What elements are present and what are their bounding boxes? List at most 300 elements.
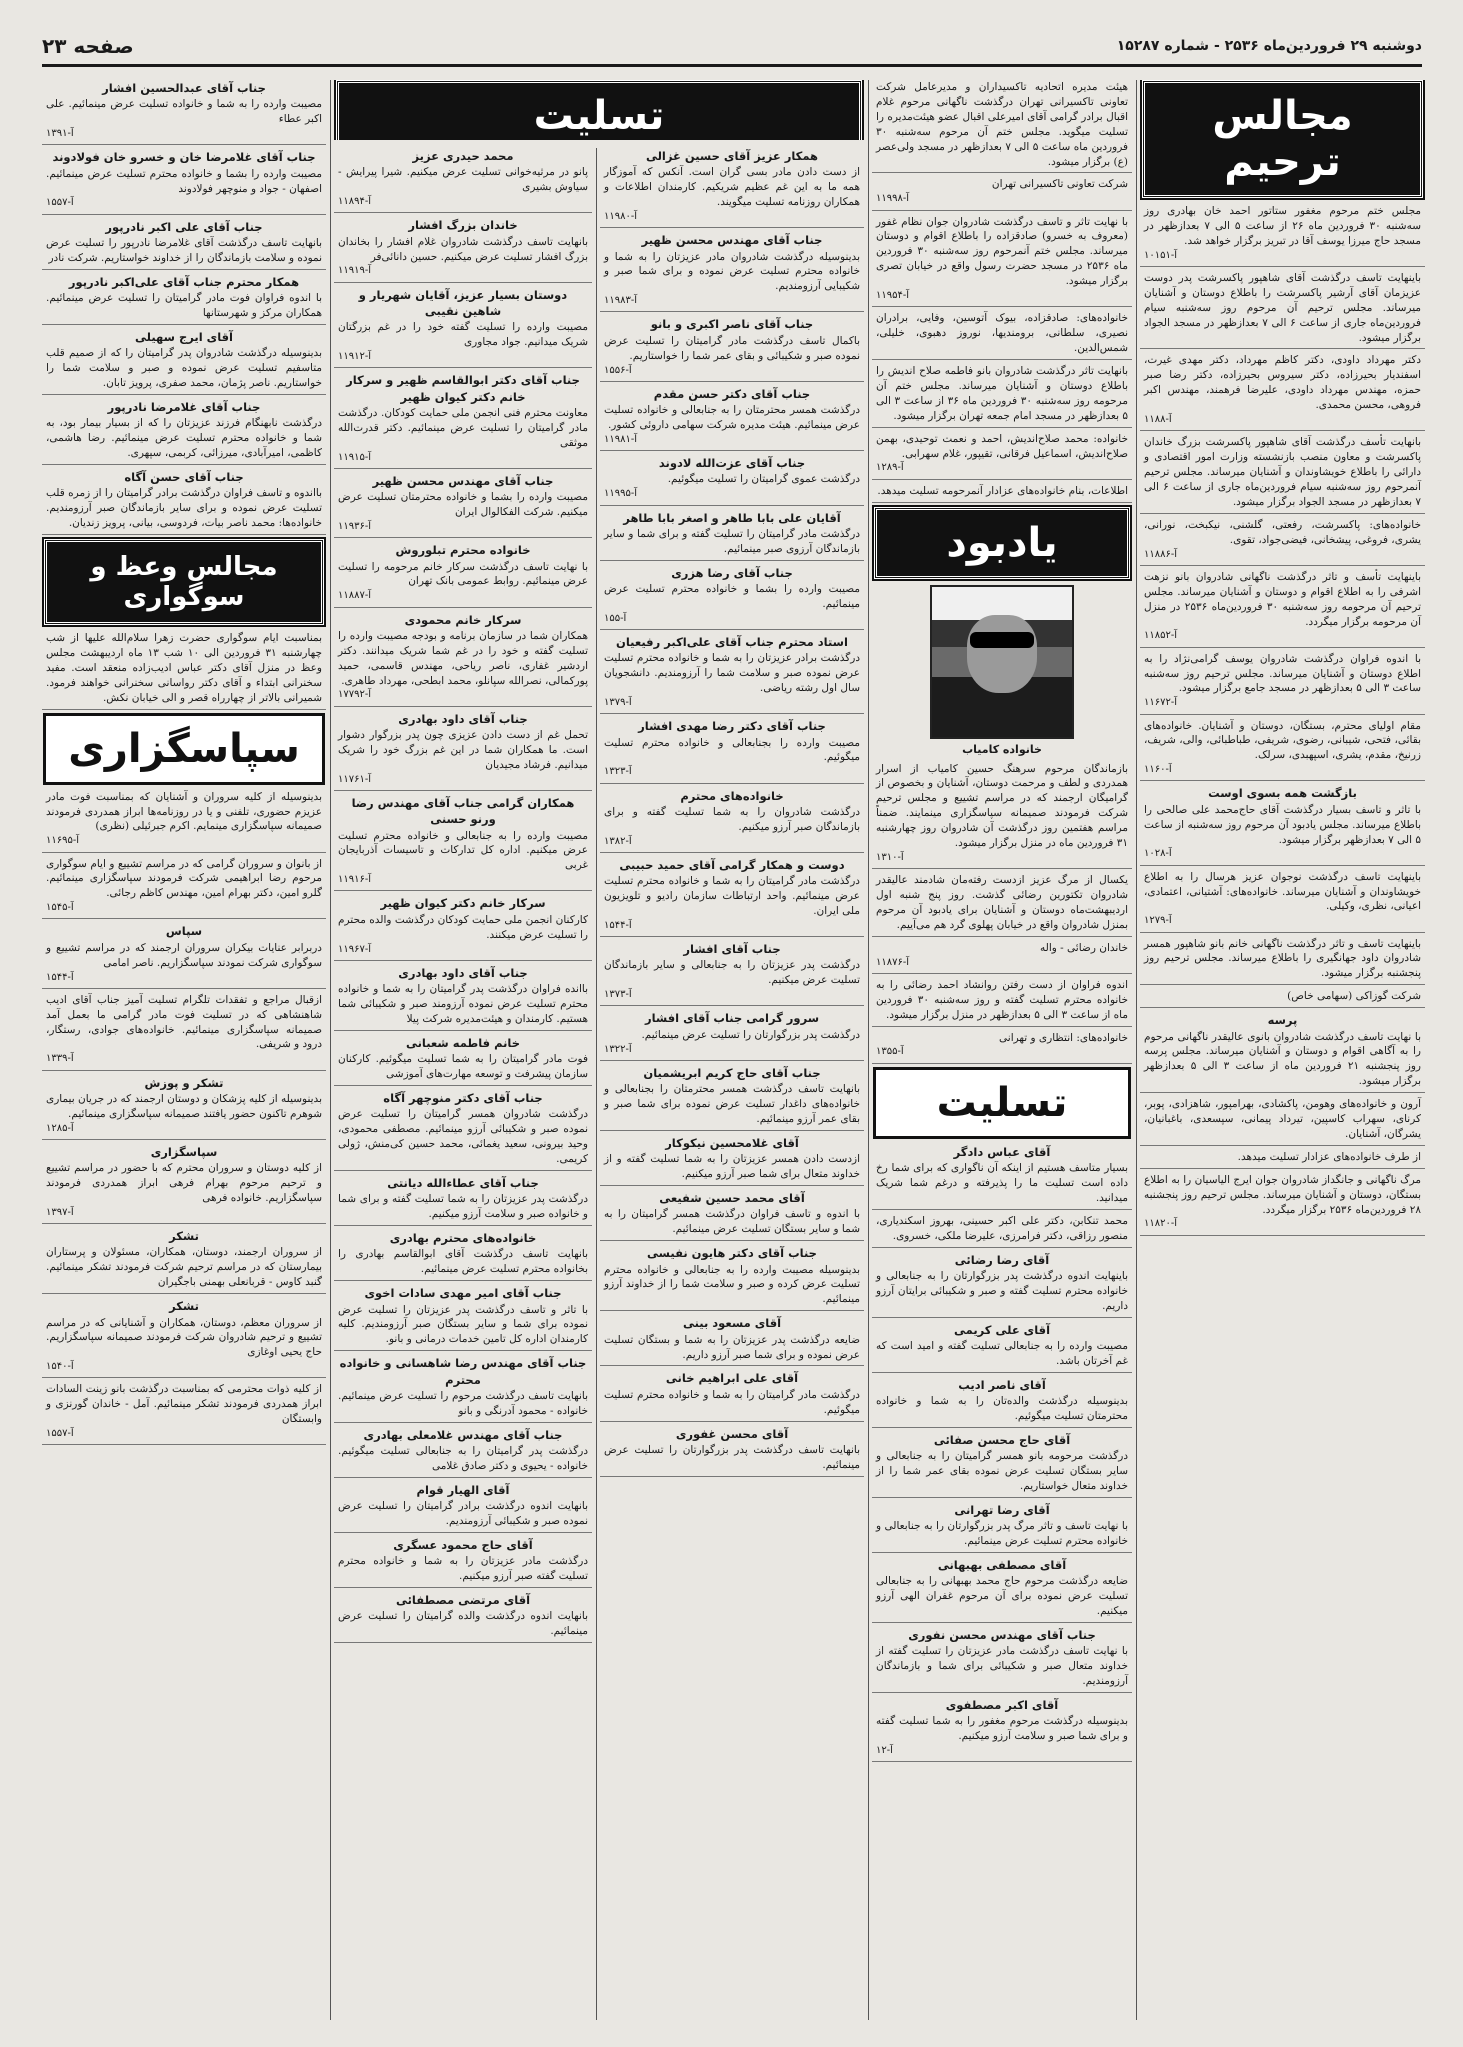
notice-code: آ-۱۱۸۵۲ <box>1144 630 1178 642</box>
notice-body: مجلس ختم مرحوم مغفور ستاتور احمد خان بهادری روز سه‌شنبه ۳۰ فروردین ماه ۲۶ از ساعت ۵ الی ۷ بعدازظهر در مسجد حاج میرزا یوسف آقا در تبریز برگزار خواهد شد. <box>1144 205 1422 247</box>
notice-body: بانهایت تاسف درگذشت همسر محترمتان را بجنابعالی و خانواده‌های داغدار تسلیت عرض نموده برای شما صبر و بقای عمر آرزو مینمائیم. <box>604 1083 860 1126</box>
notice-title: سرکار خانم دکتر کیوان ظهیر <box>380 896 546 911</box>
notice <box>334 895 592 960</box>
notice-body: مصیبت وارده را بشما و خانواده محترمتان تسلیت عرض میکنیم. شرکت الفکالوال ایران <box>338 491 588 519</box>
notice <box>334 473 592 538</box>
notice-code: آ-۱۱۸۹۴ <box>338 196 372 208</box>
notice-code: آ-۱۳۲۲ <box>604 1043 632 1055</box>
notice-body: اندوه فراوان از دست رفتن روانشاد احمد رضائی را به خانواده محترم تسلیت گفته و روز سه‌شنبه ۳۰ فروردین ماه از ساعت ۳ الی ۵ بعدازظهر در منزل برگزار میشود. <box>876 978 1128 1021</box>
banner-tasliat-top: تسلیت <box>336 80 862 140</box>
notice <box>1140 204 1425 267</box>
notice-body: از کلیه ذوات محترمی که بمناسبت درگذشت بانو زینت السادات ابراز همدردی فرمودند تشکر مینمائیم. آمل - خاندان گورنزی و وابستگان <box>46 1383 322 1426</box>
notice-body: مصیبت وارده را بشما و خانواده محترم تسلیت عرض مینمائیم. اصفهان - جواد و منوچهر فولادوند <box>46 167 322 195</box>
notice-title: آقای عباس دادگر <box>953 1144 1051 1159</box>
notice-code: آ-۱۵۵۷ <box>46 197 74 209</box>
notice-code: آ-۱۱۹۱۹ <box>338 265 372 277</box>
notice-title: خانم فاطمه شعبانی <box>405 1035 521 1050</box>
notice-body: از سروران ارجمند، دوستان، همکاران، مسئولان و پرستاران بیمارستان که در مراسم ترحیم شرکت فرمودند تشکر مینمائیم. گنبد کاوس - قربانعلی بهمنی باجگیران <box>46 1246 322 1289</box>
notice-body: بانهایت اندوه درگذشت والده گرامیتان را تسلیت عرض مینمائیم. <box>338 1610 588 1638</box>
notice-title: آقای اکبر مصطفوی <box>945 1698 1059 1713</box>
notice-body: بدینوسیله از کلیه سروران و آشنایان که بمناسبت فوت مادر عزیزم حضوری، تلفنی و یا در روزنامه‌ها ابراز همدردی فرمودند صمیمانه سپاسگزاری مینمایم. اکرم جبرئیلی (نظری) <box>46 790 322 833</box>
notice-title: آقای علی ابراهیم خانی <box>665 1371 799 1386</box>
notice-body: درگذشت مادر گرامیتان را به شما و خانواده محترم تسلیت عرض مینمائیم. واحد ارتباطات سازمان رادیو و تلویزیون ملی ایران. <box>604 875 860 918</box>
notice <box>872 978 1132 1027</box>
notice <box>1140 1097 1425 1146</box>
notice-code: آ-۱۱۹۹۵ <box>604 488 638 500</box>
notice-body: درگذشت عموی گرامیتان را تسلیت میگوئیم. <box>667 473 860 486</box>
notice <box>600 386 864 451</box>
notice-title: استاد محترم جناب آقای علی‌اکبر رفیعیان <box>616 635 848 650</box>
column-1 <box>1140 80 1425 2020</box>
notice-body: بدینوسیله درگذشت شادروان پدر گرامیتان را که از صمیم قلب متاسفیم تسلیت عرض نموده و صبر و سلامت شما را خواستاریم. ناصر پژمان، محمد صفری، پرویز تابان. <box>46 347 322 390</box>
notice-body: شرکت تعاونی تاکسیرانی تهران <box>991 178 1128 191</box>
notice-title: جناب آقای حسن آگاه <box>124 470 244 485</box>
notice-code: آ-۱۱۶۹۵ <box>46 835 80 847</box>
notice-code: آ-۱۵۴۵ <box>46 902 74 914</box>
notice-title: آقای مصطفی بهبهانی <box>937 1558 1067 1573</box>
notice-title: آقای محمد حسین شفیعی <box>659 1191 805 1206</box>
tasliat-top-banner-wrap <box>334 80 864 140</box>
notice <box>600 1245 864 1311</box>
notice-title: آقای رضا رضائی <box>954 1252 1050 1267</box>
notice-code: آ-۱۵۴۴ <box>46 971 74 983</box>
notice-body: یکسال از مرگ عزیز ازدست رفته‌مان شادمند عالیقدر شادروان تکتورین رضائی گذشت. روز پنج شنبه اول اردیبهشت‌ماه دوستان و آشنایان برای یادبود آن مرحوم بمنزل شادروان واقع در خیابان پهلوی گرد هم می‌آییم. <box>876 874 1128 931</box>
notice <box>872 1432 1132 1498</box>
column-divider <box>596 148 597 2020</box>
notice-title: پرسه <box>1267 1013 1298 1028</box>
notice <box>42 329 326 395</box>
notice <box>334 1090 592 1171</box>
notice-body: بانهایت تاسف درگذشت پدر بزرگوارتان را تسلیت عرض مینمائیم. <box>604 1443 860 1471</box>
notice-code: آ-۱۵۵۷ <box>46 1428 74 1440</box>
notice <box>42 1075 326 1140</box>
notice <box>872 1627 1132 1693</box>
notice-title: جناب آقای حاج کریم ابریشمیان <box>643 1065 821 1080</box>
notice <box>872 1144 1132 1210</box>
notice-body: درگذشت پدر گرامیتان را به جنابعالی تسلیت میگوئیم. خانواده - یحیوی و دکتر صادق غلامی <box>338 1445 588 1472</box>
notice-code: آ-۱۱۹۱۵ <box>338 451 372 463</box>
column-3 <box>600 148 864 2020</box>
notice <box>600 1010 864 1060</box>
notice-body: ضایعه درگذشت مرحوم حاج محمد بهبهانی را به جنابعالی تسلیت عرض نموده برای آن مرحوم غفران الهی آرزو میکنیم. <box>876 1575 1128 1618</box>
notice-body: درگذشت پدر عزیزتان را به شما تسلیت گفته و برای شما و خانواده صبر و سلامت آرزو میکنیم. <box>338 1193 588 1221</box>
notice <box>872 1214 1132 1248</box>
notice-title: سپاسگزاری <box>150 1144 218 1159</box>
notice <box>872 311 1132 360</box>
notice <box>600 1370 864 1421</box>
notice-body: همکاران شما در سازمان برنامه و بودجه مصیبت وارده را تسلیت گفته و خود را در غم شما شریک میدانند. دکتر اردشیر غفاری، ناصر ریاحی، مهندس قاسمی، حمید پورکمالی، نصرالله سپانلو، محمد ابطحی، مهرداد طاهری. <box>338 629 588 687</box>
notice <box>334 612 592 707</box>
notice-body: مصیبت وارده را به جنابعالی تسلیت گفته و امید است که غم آخرتان باشد. <box>876 1339 1128 1367</box>
banner-sepasgozari: سپاسگزاری <box>44 714 324 784</box>
notice-body: با تاثر و تاسف درگذشت پدر عزیزتان را تسلیت عرض نموده برای شما و سایر بستگان صبر آرزومندیم. کلیه کارمندان اداره کل تامین خدمات درمانی و بانو. <box>338 1303 588 1346</box>
notice-body: بدینوسیله درگذشت مرحوم مغفور را به شما تسلیت گفته و برای شما صبر و سلامت آرزو میکنیم. <box>876 1715 1128 1743</box>
notice-body: بسیار متاسف هستیم از اینکه آن ناگواری که برای شما رخ داده است تسلیت ما را پذیرفته و درغم شما شریک میدانید. <box>876 1161 1128 1204</box>
notice-title: آقای محسن غفوری <box>675 1426 789 1441</box>
notice-code: آ-۱۱۸۲۰ <box>1144 1218 1178 1230</box>
notice-title: دوستان بسیار عزیز، آقایان شهریار و شاهین نقیبی <box>358 287 568 318</box>
notice <box>1140 353 1425 431</box>
notice-body: بانهایت تاسف درگذشت شادروان غلام افشار را بخاندان بزرگ افشار تسلیت عرض میکنیم. حسین دانائی‌فر <box>338 235 588 263</box>
notice-body: با اندوه فراوان درگذشت شادروان یوسف گرامی‌نژاد را به اطلاع دوستان و آشنایان میرساند. مجلس ترحیم روز سه‌شنبه ساعت ۳ الی ۵ بعدازظهر در مسجد جامع برگزار میشود. <box>1144 652 1421 695</box>
notice-body: بدینوسیله مصیبت وارده را به جنابعالی و خانواده محترم تسلیت عرض کرده و صبر و سلامت شما را از خداوند آرزو مینمائیم. <box>604 1263 860 1306</box>
notice-body: پانو در مرثیه‌خوانی تسلیت عرض میکنیم. شیرا پیرایش - سیاوش بشیری <box>338 166 588 194</box>
notice <box>1140 937 1425 986</box>
notice-body: درگذشت شادروان همسر گرامیتان را تسلیت عرض نموده صبر و شکیبائی آرزو مینمائیم. مصطفی محمودی، وحید بیرونی، سعید یغمائی، محمد حسین کی‌منش، ژولی کریمی. <box>338 1108 588 1166</box>
notice-code: آ-۱۳۹۱ <box>46 128 74 140</box>
notice-title: جناب آقای داود بهادری <box>398 711 528 726</box>
notice-body: باانده فراوان درگذشت پدر گرامیتان را به شما و خانواده محترم تسلیت عرض نموده آرزومند صبر و شکیبائی شما هستیم. کارمندان و هیئت‌مدیره شرکت پیلا <box>338 983 588 1025</box>
notice-code: آ-۱۳۸۲ <box>604 835 632 847</box>
page-number: صفحه ۲۳ <box>42 34 134 58</box>
notice-code: آ-۱۷۷۹۲ <box>338 689 372 701</box>
notice <box>334 217 592 282</box>
notice-title: سرور گرامی جناب آقای افشار <box>644 1011 820 1026</box>
notice-title: آقای حاج محمود عسگری <box>393 1538 533 1553</box>
notice-title: جناب آقای مهندس غلامعلی بهادری <box>363 1427 563 1442</box>
notice-title: جناب آقای مهندس محسن ظهیر <box>372 473 554 488</box>
notice-body: باینهایت تأسف و تاثر درگذشت ناگهانی شادروان بانو نزهت اشرفی را به اطلاع اقوام و دوستان و آشنایان میرساند. مجلس ترحیم آن مرحومه روز سه‌شنبه ۳۰ فروردین‌ماه ۲۵۳۶ در منزل آن مرحومه برگزار میگردد. <box>1144 570 1422 628</box>
notice-body: دربرابر عنایات بیکران سروران ارجمند که در مراسم تشییع و سوگواری شرکت نمودند سپاسگزاریم. ناصر امامی <box>46 941 322 969</box>
notice-body: بانهایت تأسف درگذشت آقای شاهپور پاکسرشت بزرگ خاندان پاکسرشت و معاون منصب بازنشسته وزارت امور اقتصادی و دارائی را باطلاع خویشاوندان و آشنایان میرساند. مجلس ترحیم آنمرحوم روز سه‌شنبه سیام فروردین‌ماه جاری از ساعت ۶ الی ۷ بعدازظهر در مسجد الجواد برگزار میشود. <box>1144 436 1421 508</box>
notice <box>1140 435 1425 514</box>
notice <box>872 432 1132 480</box>
notice <box>334 1355 592 1422</box>
notice-title: سپاس <box>165 924 203 939</box>
notice <box>1140 1012 1425 1093</box>
notice-body: مصیبت وارده را تسلیت گفته خود را در غم بزرگتان شریک میدانیم. جواد مجاوری <box>338 321 588 349</box>
notice-title: آقایان علی بابا طاهر و اصغر بابا طاهر <box>623 510 841 525</box>
notice-body: ازقبال مراجع و تفقدات تلگرام تسلیت آمیز جناب آقای ادیب شاهنشاهی که در تسلیت فوت مادر گرامی ما بعمل آمد صمیمانه سپاسگزاری مینمائیم. خانواده‌های جوادی، رستگار، درود و شریفی. <box>46 993 322 1051</box>
notice-body: از بانوان و سروران گرامی که در مراسم تشییع و ایام سوگواری مرحوم رضا ابراهیمی شرکت فرمودند سپاسگزاری مینمائیم. گلرو امین، دکتر بهرام امین، مهندس کاظم رجائی. <box>46 857 322 900</box>
notice <box>600 316 864 381</box>
notice-body: با نهایت تاسف درگذشت مادر عزیزتان را تسلیت گفته از خداوند متعال صبر و شکیبائی برای شما و بازماندگان آرزومندیم. <box>876 1645 1128 1688</box>
banner-majales-tarhim: مجالس ترحیم <box>1142 80 1423 198</box>
notice <box>600 1190 864 1241</box>
notice <box>600 148 864 228</box>
notice-code: آ-۱۱۸۸۷ <box>338 590 372 602</box>
notice-title: آقای رضا تهرانی <box>954 1502 1050 1517</box>
notice-title: آقای علی کریمی <box>953 1322 1051 1337</box>
notice-title: جناب آقای عزت‌الله لادوند <box>658 456 806 471</box>
banner-vaz-sogvari: مجالس وعظ و سوگواری <box>44 539 324 625</box>
notice <box>872 215 1132 308</box>
notice-title: آقای حاج محسن صفائی <box>933 1432 1071 1447</box>
notice <box>1140 652 1425 715</box>
notice-code: آ-۱۳۹۷ <box>46 1206 74 1218</box>
notice-code: آ-۱۱۹۱۲ <box>338 351 372 363</box>
notice-body: باکمال تاسف درگذشت مادر گرامیتان را تسلیت عرض نموده صبر و شکیبائی و بقای عمر شما را خواستاریم. <box>604 334 860 362</box>
notice-code: آ-۱۱۸۸۶ <box>1144 548 1178 560</box>
notice <box>334 1175 592 1226</box>
notice <box>872 1031 1132 1064</box>
notice-body: مصیبت وارده را به شما و خانواده تسلیت عرض مینمائیم. علی اکبر عطاء <box>46 98 322 126</box>
notice-title: همکاران گرامی جناب آقای مهندس رضا ورنو حسنی <box>351 795 575 827</box>
notice-body: درگذشت شادروان را به شما تسلیت گفته و برای بازماندگان صبر آرزو میکنیم. <box>604 805 860 833</box>
notice <box>600 1315 864 1366</box>
notice-body: از سروران معظم، دوستان، همکاران و آشنایانی که در مراسم تشییع و ترحیم شادروان شرکت فرمودند صمیمانه سپاسگزاریم. حاج یحیی اوغازی <box>46 1316 322 1359</box>
notice-code: آ-۱۱۹۵۴ <box>876 290 910 302</box>
notice-title: جناب آقای مهندس محسن ظهیر <box>641 233 823 248</box>
notice-title: جناب آقای داود بهادری <box>398 965 528 980</box>
notice <box>1140 271 1425 350</box>
notice-code: آ-۱۱۸۷۶ <box>876 956 910 968</box>
notice-title: دوست و همکار گرامی آقای حمید حبیبی <box>619 857 845 872</box>
notice-title: آقای ناصر ادیب <box>958 1377 1046 1392</box>
portrait-face <box>967 615 1037 693</box>
notice-body: بمناسبت ایام سوگواری حضرت زهرا سلام‌الله علیها از شب چهارشنبه ۳۱ فروردین الی ۱۰ شب ۱۳ ماه اردیبهشت مجلس وعظ در منزل آقای دکتر عباس ادیب‌زاده منعقد است. مفید سخنرانی ابتداء و آقای دکتر رواسانی سخنرانی خواهند فرمود. شمیرانی بالاتر از چهارراه قصر و الی خیابان نکش. <box>46 632 322 704</box>
notice-body: فوت مادر گرامیتان را به شما تسلیت میگوئیم. کارکنان سازمان پیشرفت و توسعه مهارت‌های آموزشی <box>338 1053 588 1081</box>
notice-body: بانهایت تاسف درگذشت آقای غلامرضا نادرپور را تسلیت عرض نموده و سلامت بازماندگان را از خداوند خواستاریم. شرکت نادر <box>46 236 322 264</box>
notice-body: محمد تنکابن، دکتر علی اکبر حسینی، بهروز اسکندیاری، منصور رزاقی، دکتر فرامرزی، علیرضا ملکی، خسروی. <box>876 1214 1128 1242</box>
notice-code: آ-۱۳۱۰ <box>876 851 904 863</box>
notice <box>334 542 592 607</box>
notice-body: بااندوه و تاسف فراوان درگذشت برادر گرامیتان را از زمره قلب تسلیت عرض نموده و برای سایر بازماندگان صبر آرزومندیم. خانواده‌ها: محمد ناصر بیات، فردوسی، بیانی، پرویز زندیان. <box>46 487 322 530</box>
notice-code: آ-۱۵۴۰ <box>46 1361 74 1373</box>
notice <box>42 631 326 710</box>
notice-title: خاندان بزرگ افشار <box>408 218 518 233</box>
column-5 <box>42 80 326 2020</box>
notice-title: جناب آقای رضا هزری <box>671 565 793 580</box>
notice-body: درگذشت مرحومه بانو همسر گرامیتان را به جنابعالی و سایر بستگان تسلیت عرض نموده بقای عمر شما را از خداوند متعال خواستاریم. <box>876 1450 1128 1492</box>
notice <box>42 1298 326 1378</box>
notice <box>42 1382 326 1445</box>
notice <box>600 941 864 1006</box>
notice-code: آ-۱۵۴۴ <box>604 919 632 931</box>
notice-body: خانواده: محمد صلاح‌اندیش، احمد و نعمت توحیدی، بهمن صلاح‌اندیش، اسماعیل فرقانی، تقیپور، غلام سهرابی. <box>876 432 1128 460</box>
notice <box>872 941 1132 974</box>
notice-title: جناب آقای علی اکبر نادرپور <box>105 219 263 234</box>
notice-body: مصیبت وارده را بجنابعالی و خانواده محترم تسلیت میگوئیم. <box>604 736 860 764</box>
notice-code: آ-۱۳۷۹ <box>604 697 632 709</box>
notice-body: با نهایت تاسف و تاثر مرگ پدر بزرگوارتان را به جنابعالی و خانواده محترم تسلیت عرض مینمائیم. <box>876 1520 1128 1548</box>
notice-code: آ-۱۱۹۸۰ <box>604 211 638 223</box>
notice-body: با اندوه فراوان فوت مادر گرامیتان را تسلیت عرض مینمائیم. همکاران مرکز و شهرستانها <box>46 292 322 320</box>
notice-title: خانواده محترم تبلوروش <box>395 543 531 558</box>
column-divider <box>868 80 869 2020</box>
notice <box>42 1144 326 1224</box>
notice <box>334 1230 592 1281</box>
notice-body: درگذشت پدر بزرگوارتان را تسلیت عرض مینمائیم. <box>641 1028 860 1041</box>
notice <box>1140 518 1425 566</box>
notice-body: دکتر مهرداد داودی، دکتر کاظم مهرداد، دکتر مهدی غیرت، اسفندیار بحیرزاده، دکتر سیروس بحیرزاده، دکتر رضا صبر حمزه، مهندس مهرداد داودی، علیرضا فرهمند، مهندس اکبر فروهی، محسن محمدی. <box>1144 354 1421 412</box>
banner-yadbood: یادبود <box>874 507 1130 579</box>
notice <box>334 711 592 791</box>
notice-body: شرکت گوزاکی (سهامی خاص) <box>1287 990 1421 1003</box>
notice-code: آ-۱۳۲۳ <box>604 766 632 778</box>
notice-body: بانهایت تاسف درگذشت آقای ابوالقاسم بهادری را بخانواده محترم تسلیت عرض مینمائیم. <box>338 1248 588 1276</box>
notice <box>334 148 592 213</box>
issue-line: دوشنبه ۲۹ فروردین‌ماه ۲۵۳۶ - شماره ۱۵۲۸۷ <box>1116 38 1422 54</box>
notice <box>1140 989 1425 1008</box>
notice-body: درگذشت برادر عزیزتان را به شما و خانواده محترم تسلیت عرض نموده صبر و سلامت شما را آرزومندیم. دانشجویان سال اول رشته ریاضی. <box>604 652 860 695</box>
notice-code: آ-۱۱۹۱۶ <box>338 874 372 886</box>
notice-code: آ-۱۱۹۳۶ <box>338 521 372 533</box>
notice-title: آقای مرتضی مصطفائی <box>395 1593 531 1608</box>
notice <box>42 857 326 920</box>
notice-code: آ-۱۳۵۵ <box>876 1046 904 1058</box>
notice <box>600 510 864 561</box>
notice-body: مصیبت وارده را بشما و خانواده محترم تسلیت عرض مینمائیم. <box>604 583 860 610</box>
notice-body: بانهایت اندوه درگذشت برادر گرامیتان را تسلیت عرض نموده صبر و شکیبائی آرزومندیم. <box>338 1500 588 1528</box>
notice <box>872 1377 1132 1428</box>
notice <box>334 1592 592 1643</box>
notice <box>42 790 326 853</box>
notice-body: با اندوه و تاسف فراوان درگذشت همسر گرامیتان را به شما و سایر بستگان تسلیت عرض مینمائیم. <box>604 1208 860 1236</box>
notice-code: آ-۱۳۳۹ <box>46 1053 74 1065</box>
notice <box>872 1252 1132 1318</box>
notice <box>42 993 326 1071</box>
notice-body: مصیبت وارده را به جنابعالی و خانواده محترم تسلیت عرض میکنیم. اداره کل تدارکات و تاسیسات آذربایجان غربی <box>338 829 588 872</box>
notice-body: باینهایت تاسف و تاثر درگذشت ناگهانی خانم بانو شاهپور همسر شادروان داود جهانگیری را باطلاع میرساند. مجلس ترحیم روز پنجشنبه برگزار میشود. <box>1144 937 1421 980</box>
notice-body: خانواده‌های: انتظاری و تهرانی <box>999 1031 1128 1044</box>
notice <box>872 1502 1132 1553</box>
notice <box>334 1035 592 1086</box>
notice-body: با نهایت تاسف درگذشت شادروان بانوی عالیقدر ناگهانی مرحوم را به آگاهی اقوام و دوستان و آشنایان میرساند. مجلس پرسه روز پنجشنبه ۲۱ فروردین ماه از ساعت ۳ الی ۵ بعدازظهر برگزار میشود. <box>1144 1030 1421 1088</box>
notice-body: درگذشت مادر گرامیتان را به شما و خانواده محترم تسلیت میگوئیم. <box>604 1388 860 1416</box>
notice-title: جناب آقای دکتر رضا مهدی افشار <box>638 719 826 734</box>
notice <box>1140 570 1425 648</box>
notice <box>600 634 864 714</box>
notice <box>600 455 864 505</box>
notice-body: از کلیه دوستان و سروران محترم که با حضور در مراسم تشییع و ترحیم مرحوم بهرام فرهی ابراز همدردی فرمودند سپاسگزاریم. خانواده فرهی <box>46 1162 322 1205</box>
notice-body: مقام اولیای محترم، بستگان، دوستان و آشنایان. خانواده‌های بقائی، فتحی، شیبانی، رضوی، شریفی، طباطبائی، والی، شریف، زرنیخ، مقدم، یشری، اسپهبدی، سرلک. <box>1144 719 1421 762</box>
notice <box>1140 719 1425 782</box>
notice-body: باینهایت تاسف درگذشت نوجوان عزیز هرسال را به اطلاع خویشاوندان و آشنایان میرساند. خانواده‌های: آشتیانی، اعتمادی، اعیانی، نظری، وکیلی. <box>1144 870 1421 913</box>
banner-tasliat-mid: تسلیت <box>874 1068 1130 1138</box>
notice-body: بازماندگان مرحوم سرهنگ حسین کامیاب از اسرار همدردی و لطف و مرحمت دوستان، آشنایان و بخصوص از گرامیگان ارجمند که در مراسم تشییع و مجلس ترحیم شرکت فرمودند صمیمانه سپاسگزاری مینمایند. ضمناً مراسم هفتمین روز درگذشت آن شادروان روز چهارشنبه ۳۱ فروردین ماه در منزل برگزار میشود. <box>876 762 1128 850</box>
notice-code: آ-۱۵۵۶ <box>604 364 632 376</box>
notice <box>600 1065 864 1131</box>
notice-body: باینهایت تاسف درگذشت آقای شاهپور پاکسرشت پدر دوست عزیزمان آقای آرشیر پاکسرشت را باطلاع دوستان و آشنایان میرساند. مجلس ترحیم آن مرحوم روز سه‌شنبه سیام فروردین‌ماه جاری از ساعت ۶ الی ۷ بعدازظهر در مسجد الجواد برگزار میشود. <box>1144 271 1421 344</box>
notice <box>334 1482 592 1533</box>
notice-body: خاندان رضائی - واله <box>1040 941 1128 954</box>
notice-title: جناب آقای غلامرضا خان و خسرو خان فولادوند <box>52 150 316 165</box>
notice-body: خانواده‌های: صادقزاده، بیوک آتوسین، وفایی، برادران نصیری، سلطانی، برومندیها، نوروز دهبوی، خلیلی، شمس‌الدین. <box>876 312 1128 355</box>
notice <box>42 469 326 535</box>
notice-code: آ-۱۱۶۰ <box>1144 764 1172 776</box>
notice-code: آ-۱۲ <box>876 1745 893 1757</box>
notice-body: بدینوسیله درگذشت شادروان مادر عزیزتان را به شما و خانواده محترم تسلیت عرض نموده و برای شما صبر و شکیبایی آرزومندیم. <box>604 250 860 293</box>
notice-body: بدینوسیله درگذشت والده‌تان را به شما و خانواده محترمتان تسلیت میگوئیم. <box>876 1395 1128 1422</box>
notice <box>600 857 864 937</box>
notice-body: باینهایت اندوه درگذشت پدر بزرگوارتان را به جنابعالی و خانواده محترم تسلیت گفته و صبر و شکیبائی برایتان آرزو داریم. <box>876 1269 1128 1312</box>
notice <box>872 177 1132 210</box>
notice-title: تشکر <box>169 1229 199 1244</box>
notice-body: با تاثر و تاسف بسیار درگذشت آقای حاج‌محمد علی صالحی را باطلاع میرساند. مجلس یادبود آن مرحوم روز سه‌شنبه از ساعت ۵ الی ۷ بعدازظهر برگزار میشود. <box>1144 803 1421 846</box>
notice <box>42 274 326 325</box>
notice-title: جناب آقای مهندس رضا شاهسانی و خانواده محترم <box>339 1356 587 1387</box>
column-divider <box>1136 80 1137 2020</box>
notice-title: جناب آقای امیر مهدی سادات اخوی <box>364 1286 562 1301</box>
portrait-photo <box>930 585 1074 739</box>
notice-title: جناب آقای غلامرضا نادرپور <box>107 399 261 414</box>
notice <box>600 718 864 783</box>
notice <box>872 364 1132 428</box>
notice-title: جناب آقای عبدالحسین افشار <box>102 81 266 95</box>
notice-code: آ-۱۰۲۸ <box>1144 848 1172 860</box>
notice <box>42 149 326 214</box>
notice <box>872 762 1132 870</box>
notice-title: جناب آقای دکتر ابوالقاسم ظهیر و سرکار خانم دکتر کیوان ظهیر <box>346 373 580 404</box>
notice <box>334 1537 592 1588</box>
notice <box>872 484 1132 503</box>
notice-title: جناب آقای دکتر منوچهر آگاه <box>383 1090 543 1105</box>
notice-body: خانواده‌های: پاکسرشت، رفعتی، گلشنی، نیکبخت، نورانی، یشری، فروغی، پیشخانی، فیضی‌جواد، تقوی. <box>1144 518 1421 546</box>
notice-code: آ-۱۲۸۵ <box>46 1122 74 1134</box>
notice-title: تشکر و پوزش <box>144 1075 224 1090</box>
notice-code: آ-۱۵۵ <box>604 612 627 624</box>
notice <box>42 399 326 465</box>
notice-code: آ-۱۱۹۸۳ <box>604 295 638 307</box>
notice-title: جناب آقای ناصر اکبری و بانو <box>650 317 814 332</box>
notice-code: آ-۱۳۷۳ <box>604 989 632 1001</box>
notice-title: آقای غلامحسین نیکوکار <box>665 1135 799 1150</box>
notice <box>600 1426 864 1477</box>
notice-title: همکار عزیز آقای حسین غزالی <box>645 149 819 163</box>
notice-body: با نهایت تاسف درگذشت سرکار خانم مرحومه را تسلیت عرض مینمائیم. روابط عمومی بانک تهران <box>338 560 588 588</box>
notice-title: آقای الهیار قوام <box>416 1482 510 1497</box>
notice <box>42 80 326 145</box>
notice <box>872 873 1132 937</box>
notice-code: آ-۱۱۹۶۷ <box>338 943 372 955</box>
notice-code: آ-۱۲۸۹ <box>876 462 904 474</box>
notice <box>600 565 864 630</box>
notice-body: درگذشت مادر گرامیتان را تسلیت گفته و برای شما و سایر بازماندگان آرزوی صبر مینمائیم. <box>604 527 860 555</box>
notice-title: جناب آقای دکتر حسن مقدم <box>653 386 811 401</box>
notice-title: آقای ایرج سهیلی <box>135 329 233 344</box>
notice <box>872 1697 1132 1762</box>
notice <box>42 923 326 988</box>
notice-title: خانواده‌های محترم <box>680 788 784 803</box>
notice-body: تحمل غم از دست دادن عزیزی چون پدر بزرگوار دشوار است. ما همکاران شما در این غم بزرگ خود را شریک میدانیم. فرشاد مجیدیان <box>338 729 588 771</box>
notice-title: جناب آقای افشار <box>683 942 781 957</box>
notice-body: با نهایت تاثر و تاسف درگذشت شادروان جوان نظام غفور (معروف به خسرو) صادقزاده را باطلاع اقوام و دوستان میرساند. مجلس ختم آنمرحوم روز سه‌شنبه ۳۰ فروردین ماه ۲۵۳۶ در مسجد حضرت رسول واقع در خیابان تصری برگزار میشود. <box>876 215 1128 288</box>
notice <box>1140 1150 1425 1169</box>
notice <box>600 232 864 312</box>
notice <box>42 1228 326 1294</box>
notice-body: از طرف خانواده‌های عزادار تسلیت میدهد. <box>1237 1150 1421 1163</box>
column-2 <box>872 80 1132 2020</box>
notice-title: آقای مسعود بینی <box>682 1316 782 1331</box>
notice-body: درگذشت مادر عزیزتان را به شما و خانواده محترم تسلیت گفته صبر آرزو میکنیم. <box>338 1555 588 1583</box>
portrait-glasses <box>970 632 1034 648</box>
notice-code: آ-۱۱۶۷۲ <box>1144 697 1178 709</box>
notice <box>334 795 592 892</box>
notice <box>1140 785 1425 865</box>
notice-code: آ-۱۱۹۹۸ <box>876 193 910 205</box>
notice-title: محمد حیدری عزیز <box>412 149 514 163</box>
notice-body: هیئت مدیره اتحادیه تاکسیداران و مدیرعامل شرکت تعاونی تاکسیرانی تهران درگذشت ناگهانی مرحوم غلام اقبال برادر گرامی آقای امیرعلی اقبال عضو هیئت‌مدیره را تسلیت میگوید. مجلس ختم آن مرحوم سه‌شنبه ۳۰ فروردین ماه ساعت ۵ الی ۷ بعدازظهر در مسجد ولی‌عصر (ع) برگزار میشود. <box>876 81 1129 168</box>
notice <box>334 965 592 1031</box>
notice-body: آرون و خانواده‌های وهومن، پاکشادی، بهرامپور، شاهزادی، پوبر، کرنای، سهراب کاسپین، تیرداد پیمانی، سپسعدی، باغبانیان، یشرگان، آشنایان. <box>1144 1098 1421 1140</box>
notice-body: کارکنان انجمن ملی حمایت کودکان درگذشت والده محترم را تسلیت عرض میکنند. <box>338 913 588 941</box>
notice-body: از دست دادن مادر بسی گران است. آنکس که آموزگار همه ما به این غم عظیم شریکیم. کارمندان اطلاعات و همکاران روزنامه تسلیت میگویند. <box>604 166 860 209</box>
notice <box>600 788 864 853</box>
photo-caption: خانواده کامیاب <box>962 742 1042 756</box>
notice-body: درگذشت نابهنگام فرزند عزیزتان را که از بسیار بیمار بود، به شما و خانواده محترم تسلیت عرض مینمائیم. رضا هاشمی، کاظمی، امیرآبادی، میرزائی، کربمی، سپهری. <box>46 417 322 460</box>
notice-title: جناب آقای عطاءالله دیانتی <box>387 1175 539 1190</box>
notice-body: ازدست دادن همسر عزیزتان را به شما تسلیت گفته و از خداوند متعال برای شما صبر آرزو میکنیم. <box>604 1153 860 1181</box>
notice <box>334 372 592 469</box>
notice-title: تشکر <box>169 1299 199 1314</box>
notice-body: درگذشت همسر محترمتان را به جنابعالی و خانواده تسلیت عرض مینمائیم. هیئت مدیره شرکت سهامی داروئی کشور. <box>604 404 860 432</box>
notice-body: ضایعه درگذشت پدر عزیزتان را به شما و بستگان تسلیت عرض نموده و برای شما صبر آرزو داریم. <box>604 1333 860 1361</box>
notice-code: آ-۱۱۹۸۱ <box>604 433 638 445</box>
notice-title: جناب آقای دکتر هایون نفیسی <box>647 1246 817 1261</box>
notice-title: همکار محترم جناب آقای علی‌اکبر نادرپور <box>68 274 300 289</box>
notice-code: آ-۱۲۷۹ <box>1144 915 1172 927</box>
